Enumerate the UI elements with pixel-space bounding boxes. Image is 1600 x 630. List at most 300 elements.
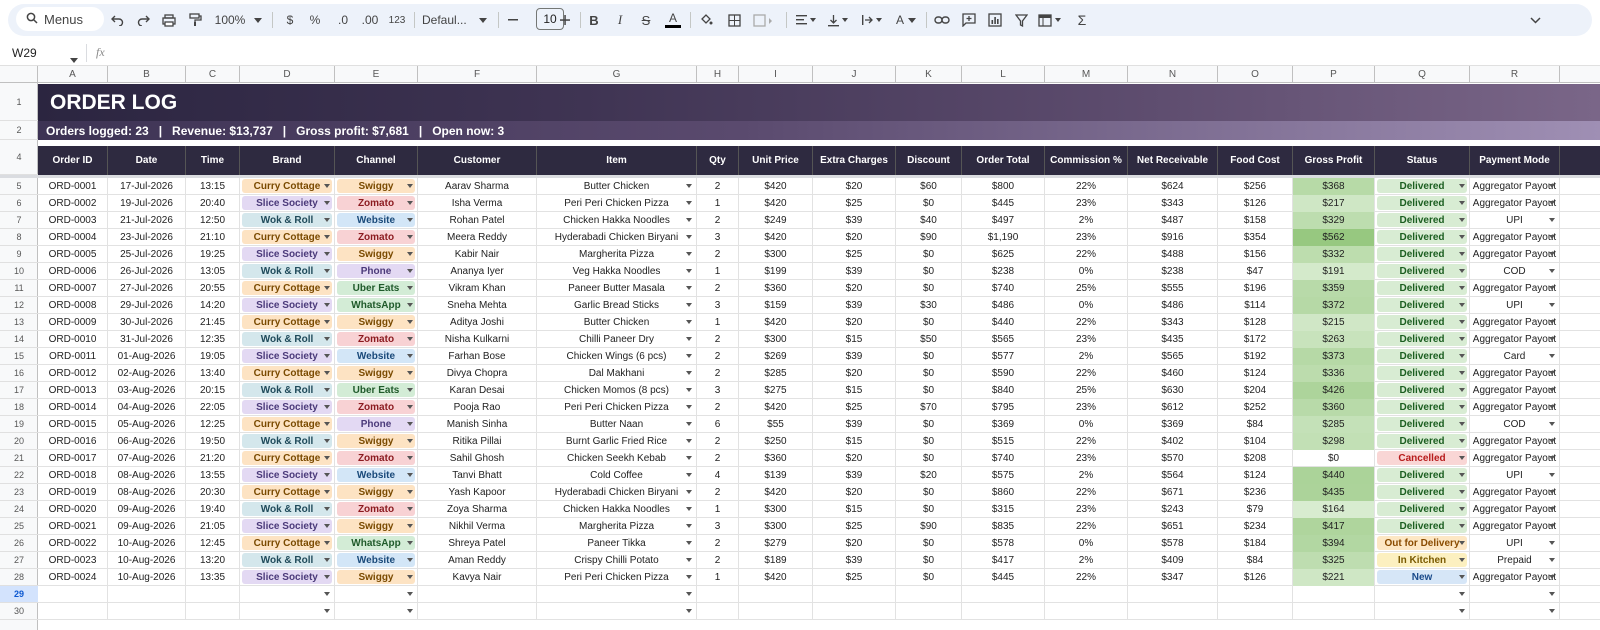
row-header[interactable]: 30: [0, 603, 38, 620]
cell[interactable]: [813, 280, 896, 297]
cell[interactable]: [1045, 297, 1128, 314]
cell[interactable]: [418, 246, 537, 263]
cell[interactable]: [38, 314, 108, 331]
cell[interactable]: [108, 280, 186, 297]
cell[interactable]: [813, 450, 896, 467]
cell[interactable]: [1375, 365, 1470, 382]
cell[interactable]: [697, 280, 739, 297]
cell[interactable]: [1218, 484, 1293, 501]
column-header[interactable]: L: [962, 66, 1045, 83]
cell[interactable]: [813, 535, 896, 552]
cell[interactable]: [38, 518, 108, 535]
cell[interactable]: [962, 535, 1045, 552]
cell[interactable]: [1218, 518, 1293, 535]
cell[interactable]: [240, 246, 335, 263]
cell[interactable]: [186, 229, 240, 246]
cell[interactable]: [186, 212, 240, 229]
cell[interactable]: [1128, 297, 1218, 314]
column-title[interactable]: Food Cost: [1218, 146, 1293, 175]
cell[interactable]: [335, 331, 418, 348]
cell[interactable]: [186, 416, 240, 433]
cell[interactable]: [962, 416, 1045, 433]
cell[interactable]: [108, 263, 186, 280]
dropdown-arrow-icon[interactable]: [407, 456, 413, 460]
select-all-corner[interactable]: [0, 66, 38, 83]
cell[interactable]: [813, 195, 896, 212]
dropdown-arrow-icon[interactable]: [686, 252, 692, 256]
menus-search-button[interactable]: [16, 7, 104, 31]
cell[interactable]: [537, 382, 697, 399]
column-title[interactable]: Brand: [240, 146, 335, 175]
dropdown-arrow-icon[interactable]: [1459, 439, 1465, 443]
cell[interactable]: [697, 450, 739, 467]
cell[interactable]: [335, 535, 418, 552]
cell[interactable]: [697, 195, 739, 212]
column-header[interactable]: C: [186, 66, 240, 83]
cell[interactable]: [1293, 433, 1375, 450]
cell[interactable]: [697, 433, 739, 450]
cell[interactable]: [1293, 229, 1375, 246]
dropdown-arrow-icon[interactable]: [1549, 337, 1555, 341]
number-format-button[interactable]: [386, 0, 408, 40]
dropdown-arrow-icon[interactable]: [1459, 575, 1465, 579]
column-header[interactable]: H: [697, 66, 739, 83]
column-header[interactable]: M: [1045, 66, 1128, 83]
dropdown-arrow-icon[interactable]: [1459, 422, 1465, 426]
cell[interactable]: [1128, 212, 1218, 229]
dropdown-arrow-icon[interactable]: [1549, 524, 1555, 528]
cell[interactable]: [697, 518, 739, 535]
dropdown-arrow-icon[interactable]: [324, 371, 330, 375]
cell[interactable]: [1375, 450, 1470, 467]
dropdown-arrow-icon[interactable]: [1549, 235, 1555, 239]
cell[interactable]: [962, 365, 1045, 382]
cell[interactable]: [962, 348, 1045, 365]
cell[interactable]: [38, 433, 108, 450]
cell[interactable]: [962, 195, 1045, 212]
cell[interactable]: [896, 297, 962, 314]
cell[interactable]: [1045, 212, 1128, 229]
dropdown-arrow-icon[interactable]: [1549, 371, 1555, 375]
cell[interactable]: [739, 212, 813, 229]
cell[interactable]: [1293, 518, 1375, 535]
cell[interactable]: [537, 280, 697, 297]
dropdown-arrow-icon[interactable]: [1459, 456, 1465, 460]
cell[interactable]: [537, 501, 697, 518]
cell[interactable]: [418, 195, 537, 212]
cell[interactable]: [108, 518, 186, 535]
dropdown-arrow-icon[interactable]: [1549, 592, 1555, 596]
cell[interactable]: [739, 603, 813, 620]
cell[interactable]: [1045, 331, 1128, 348]
cell[interactable]: [1470, 552, 1560, 569]
cell[interactable]: [962, 586, 1045, 603]
cell[interactable]: [1375, 433, 1470, 450]
row-header[interactable]: 20: [0, 433, 38, 450]
cell[interactable]: [186, 450, 240, 467]
dropdown-arrow-icon[interactable]: [1549, 609, 1555, 613]
column-header[interactable]: D: [240, 66, 335, 83]
cell[interactable]: [1218, 246, 1293, 263]
cell[interactable]: [335, 501, 418, 518]
cell[interactable]: [418, 280, 537, 297]
cell[interactable]: [813, 331, 896, 348]
cell[interactable]: [335, 195, 418, 212]
cell[interactable]: [1128, 603, 1218, 620]
dropdown-arrow-icon[interactable]: [324, 524, 330, 528]
cell[interactable]: [1128, 195, 1218, 212]
cell[interactable]: [739, 246, 813, 263]
cell[interactable]: [1128, 518, 1218, 535]
name-box[interactable]: [12, 46, 37, 60]
cell[interactable]: [1470, 365, 1560, 382]
cell[interactable]: [697, 416, 739, 433]
cell[interactable]: [418, 314, 537, 331]
dropdown-arrow-icon[interactable]: [324, 592, 330, 596]
cell[interactable]: [240, 348, 335, 365]
cell[interactable]: [240, 212, 335, 229]
cell[interactable]: [896, 212, 962, 229]
cell[interactable]: [1293, 263, 1375, 280]
cell[interactable]: [537, 331, 697, 348]
cell[interactable]: [1375, 484, 1470, 501]
cell[interactable]: [896, 416, 962, 433]
cell[interactable]: [1128, 586, 1218, 603]
cell[interactable]: [1470, 518, 1560, 535]
collapse-toolbar-icon[interactable]: [1526, 0, 1544, 40]
fill-color-icon[interactable]: [698, 0, 714, 40]
dropdown-arrow-icon[interactable]: [686, 286, 692, 290]
cell[interactable]: [240, 399, 335, 416]
cell[interactable]: [537, 246, 697, 263]
dropdown-arrow-icon[interactable]: [407, 388, 413, 392]
cell[interactable]: [1218, 603, 1293, 620]
cell[interactable]: [1218, 280, 1293, 297]
cell[interactable]: [1218, 501, 1293, 518]
cell[interactable]: [1218, 569, 1293, 586]
cell[interactable]: [739, 450, 813, 467]
cell[interactable]: [1375, 518, 1470, 535]
cell[interactable]: [896, 501, 962, 518]
formula-input[interactable]: [118, 43, 1588, 63]
row-header[interactable]: 11: [0, 280, 38, 297]
cell[interactable]: [1045, 518, 1128, 535]
dropdown-arrow-icon[interactable]: [686, 524, 692, 528]
cell[interactable]: [962, 382, 1045, 399]
dropdown-arrow-icon[interactable]: [1549, 388, 1555, 392]
cell[interactable]: [1375, 297, 1470, 314]
row-header[interactable]: 2: [0, 121, 38, 140]
column-title[interactable]: Status: [1375, 146, 1470, 175]
cell[interactable]: [186, 569, 240, 586]
column-title[interactable]: Qty: [697, 146, 739, 175]
cell[interactable]: [108, 433, 186, 450]
cell[interactable]: [813, 382, 896, 399]
zoom-chevron-icon[interactable]: [252, 0, 264, 40]
dropdown-arrow-icon[interactable]: [1459, 388, 1465, 392]
cell[interactable]: [962, 297, 1045, 314]
cell[interactable]: [240, 552, 335, 569]
cell[interactable]: [1218, 382, 1293, 399]
cell[interactable]: [697, 348, 739, 365]
dropdown-arrow-icon[interactable]: [1459, 252, 1465, 256]
cell[interactable]: [186, 365, 240, 382]
cell[interactable]: [1128, 399, 1218, 416]
cell[interactable]: [739, 229, 813, 246]
dropdown-arrow-icon[interactable]: [1549, 184, 1555, 188]
cell[interactable]: [962, 246, 1045, 263]
dropdown-arrow-icon[interactable]: [1459, 524, 1465, 528]
insert-chart-icon[interactable]: [986, 0, 1004, 40]
cell[interactable]: [240, 314, 335, 331]
column-title[interactable]: Net Receivable: [1128, 146, 1218, 175]
column-header[interactable]: I: [739, 66, 813, 83]
cell[interactable]: [38, 195, 108, 212]
cell[interactable]: [1375, 552, 1470, 569]
paint-format-icon[interactable]: [186, 0, 204, 40]
cell[interactable]: [1375, 280, 1470, 297]
cell[interactable]: [697, 552, 739, 569]
cell[interactable]: [1470, 433, 1560, 450]
italic-icon[interactable]: I: [617, 12, 623, 27]
cell[interactable]: [1293, 399, 1375, 416]
dropdown-arrow-icon[interactable]: [324, 354, 330, 358]
cell[interactable]: [240, 331, 335, 348]
insert-link-icon[interactable]: [932, 0, 952, 40]
cell[interactable]: [38, 280, 108, 297]
dropdown-arrow-icon[interactable]: [407, 218, 413, 222]
dropdown-arrow-icon[interactable]: [324, 422, 330, 426]
cell[interactable]: [1045, 552, 1128, 569]
cell[interactable]: [1045, 399, 1128, 416]
cell[interactable]: [1045, 246, 1128, 263]
cell[interactable]: [1375, 246, 1470, 263]
dropdown-arrow-icon[interactable]: [686, 269, 692, 273]
cell[interactable]: [739, 501, 813, 518]
dropdown-arrow-icon[interactable]: [407, 609, 413, 613]
cell[interactable]: [240, 484, 335, 501]
dropdown-arrow-icon[interactable]: [1459, 507, 1465, 511]
cell[interactable]: [1293, 178, 1375, 195]
cell[interactable]: [186, 195, 240, 212]
cell[interactable]: [1218, 348, 1293, 365]
cell[interactable]: [697, 246, 739, 263]
cell[interactable]: [1293, 552, 1375, 569]
dropdown-arrow-icon[interactable]: [686, 337, 692, 341]
cell[interactable]: [962, 433, 1045, 450]
cell[interactable]: [962, 518, 1045, 535]
dropdown-arrow-icon[interactable]: [1459, 269, 1465, 273]
text-color-icon[interactable]: A: [664, 0, 682, 40]
cell[interactable]: [537, 484, 697, 501]
dropdown-arrow-icon[interactable]: [324, 252, 330, 256]
cell[interactable]: [335, 263, 418, 280]
dropdown-arrow-icon[interactable]: [324, 609, 330, 613]
dropdown-arrow-icon[interactable]: [1549, 201, 1555, 205]
print-icon[interactable]: [160, 0, 178, 40]
dropdown-arrow-icon[interactable]: [1459, 337, 1465, 341]
column-title[interactable]: Gross Profit: [1293, 146, 1375, 175]
cell[interactable]: [1045, 280, 1128, 297]
cell[interactable]: [813, 433, 896, 450]
cell[interactable]: [1470, 331, 1560, 348]
cell[interactable]: [962, 603, 1045, 620]
cell[interactable]: [108, 552, 186, 569]
cell[interactable]: [38, 212, 108, 229]
cell[interactable]: [1293, 416, 1375, 433]
cell[interactable]: [537, 399, 697, 416]
dropdown-arrow-icon[interactable]: [324, 490, 330, 494]
cell[interactable]: [240, 263, 335, 280]
column-title[interactable]: Discount: [896, 146, 962, 175]
cell[interactable]: [739, 467, 813, 484]
cell[interactable]: [1045, 382, 1128, 399]
dropdown-arrow-icon[interactable]: [407, 507, 413, 511]
cell[interactable]: [1293, 280, 1375, 297]
cell[interactable]: [1375, 603, 1470, 620]
dropdown-arrow-icon[interactable]: [324, 218, 330, 222]
cell[interactable]: [38, 535, 108, 552]
cell[interactable]: [1218, 195, 1293, 212]
cell[interactable]: [186, 314, 240, 331]
cell[interactable]: [537, 229, 697, 246]
cell[interactable]: [697, 178, 739, 195]
cell[interactable]: [1218, 365, 1293, 382]
cell[interactable]: [335, 518, 418, 535]
cell[interactable]: [739, 195, 813, 212]
cell[interactable]: [108, 314, 186, 331]
cell[interactable]: [186, 467, 240, 484]
cell[interactable]: [1293, 365, 1375, 382]
cell[interactable]: [108, 484, 186, 501]
cell[interactable]: [240, 501, 335, 518]
cell[interactable]: [1470, 212, 1560, 229]
row-header[interactable]: 19: [0, 416, 38, 433]
cell[interactable]: [1470, 501, 1560, 518]
cell[interactable]: [108, 331, 186, 348]
cell[interactable]: [335, 382, 418, 399]
cell[interactable]: [186, 586, 240, 603]
cell[interactable]: [335, 212, 418, 229]
cell[interactable]: [896, 552, 962, 569]
cell[interactable]: [1293, 467, 1375, 484]
cell[interactable]: [896, 484, 962, 501]
cell[interactable]: [1128, 450, 1218, 467]
cell[interactable]: [1293, 314, 1375, 331]
cell[interactable]: [739, 569, 813, 586]
cell[interactable]: [537, 195, 697, 212]
cell[interactable]: [38, 399, 108, 416]
row-header[interactable]: 24: [0, 501, 38, 518]
cell[interactable]: [186, 484, 240, 501]
cell[interactable]: [1375, 569, 1470, 586]
cell[interactable]: [1470, 569, 1560, 586]
text-rotation-icon[interactable]: A: [894, 0, 920, 40]
cell[interactable]: [240, 365, 335, 382]
cell[interactable]: [38, 246, 108, 263]
cell[interactable]: [962, 280, 1045, 297]
cell[interactable]: [1375, 229, 1470, 246]
cell[interactable]: [537, 263, 697, 280]
cell[interactable]: [813, 178, 896, 195]
cell[interactable]: [335, 280, 418, 297]
cell[interactable]: [1128, 467, 1218, 484]
dropdown-arrow-icon[interactable]: [1549, 269, 1555, 273]
cell[interactable]: [240, 603, 335, 620]
cell[interactable]: [1293, 501, 1375, 518]
cell[interactable]: [335, 603, 418, 620]
cell[interactable]: [697, 501, 739, 518]
cell[interactable]: [896, 229, 962, 246]
cell[interactable]: [108, 501, 186, 518]
cell[interactable]: [962, 178, 1045, 195]
row-header[interactable]: 1: [0, 84, 38, 121]
row-header[interactable]: 18: [0, 399, 38, 416]
text-wrap-icon[interactable]: [860, 0, 884, 40]
cell[interactable]: [108, 535, 186, 552]
cell[interactable]: [697, 484, 739, 501]
cell[interactable]: [186, 501, 240, 518]
dropdown-arrow-icon[interactable]: [1549, 541, 1555, 545]
cell[interactable]: [1470, 484, 1560, 501]
cell[interactable]: [186, 382, 240, 399]
row-header[interactable]: 17: [0, 382, 38, 399]
cell[interactable]: [1128, 569, 1218, 586]
cell[interactable]: [1293, 484, 1375, 501]
cell[interactable]: [1470, 195, 1560, 212]
dropdown-arrow-icon[interactable]: [686, 371, 692, 375]
cell[interactable]: [38, 178, 108, 195]
cell[interactable]: [537, 212, 697, 229]
dropdown-arrow-icon[interactable]: [686, 592, 692, 596]
cell[interactable]: [962, 450, 1045, 467]
cell[interactable]: [697, 382, 739, 399]
cell[interactable]: [813, 348, 896, 365]
cell[interactable]: [1128, 365, 1218, 382]
row-header[interactable]: 26: [0, 535, 38, 552]
percent-format-button[interactable]: [306, 0, 324, 40]
row-header[interactable]: 21: [0, 450, 38, 467]
dropdown-arrow-icon[interactable]: [1549, 252, 1555, 256]
cell[interactable]: [186, 280, 240, 297]
cell[interactable]: [813, 229, 896, 246]
dropdown-arrow-icon[interactable]: [686, 235, 692, 239]
cell[interactable]: [697, 535, 739, 552]
dropdown-arrow-icon[interactable]: [1549, 473, 1555, 477]
column-header[interactable]: P: [1293, 66, 1375, 83]
cell[interactable]: [537, 297, 697, 314]
cell[interactable]: [896, 314, 962, 331]
font-select[interactable]: [422, 0, 476, 40]
dropdown-arrow-icon[interactable]: [324, 201, 330, 205]
dropdown-arrow-icon[interactable]: [1459, 541, 1465, 545]
cell[interactable]: [1375, 382, 1470, 399]
row-header[interactable]: 9: [0, 246, 38, 263]
cell[interactable]: [537, 365, 697, 382]
cell[interactable]: [108, 382, 186, 399]
cell[interactable]: [1470, 467, 1560, 484]
cell[interactable]: [1218, 331, 1293, 348]
cell[interactable]: [108, 348, 186, 365]
cell[interactable]: [38, 484, 108, 501]
cell[interactable]: [1218, 212, 1293, 229]
cell[interactable]: [186, 348, 240, 365]
redo-icon[interactable]: [134, 0, 152, 40]
cell[interactable]: [108, 416, 186, 433]
row-header[interactable]: 4: [0, 140, 38, 175]
decrease-decimal-button[interactable]: [332, 0, 354, 40]
cell[interactable]: [1293, 569, 1375, 586]
